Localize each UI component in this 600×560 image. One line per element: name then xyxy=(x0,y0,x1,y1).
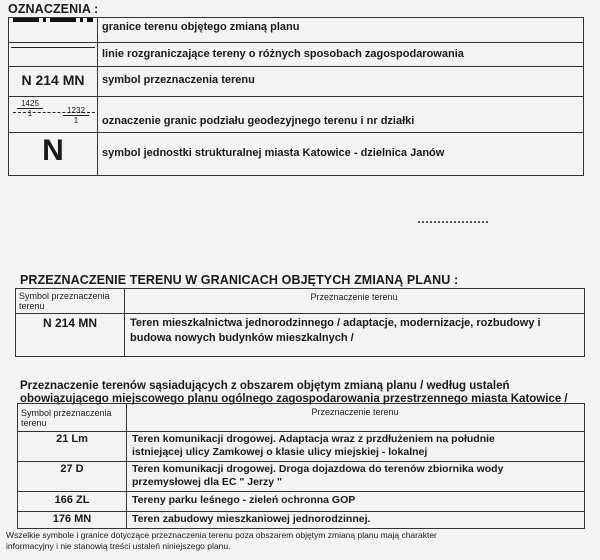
parcel-number-right xyxy=(63,106,89,125)
parcel-denominator: 1 xyxy=(27,109,33,118)
table-header-row xyxy=(16,289,584,314)
legend-description: linie rozgraniczające tereny o różnych sposobach zagospodarowania xyxy=(102,48,464,60)
header-symbol-label: Symbol przeznaczenia terenu xyxy=(19,291,110,311)
legend-description: symbol przeznaczenia terenu xyxy=(102,74,255,86)
dotted-separator xyxy=(418,221,488,223)
parcel-boundary-symbol xyxy=(13,98,95,126)
row-description-line1: Teren komunikacji drogowej. Droga dojazdowa do terenów zbiornika wody xyxy=(132,463,504,475)
neighbouring-land-use-table xyxy=(17,403,585,529)
district-symbol: N xyxy=(42,134,64,167)
table-row xyxy=(18,491,584,512)
header-purpose-label: Przeznaczenie terenu xyxy=(311,407,399,417)
legend-description: granice terenu objętego zmianą planu xyxy=(102,21,300,33)
row-description-line2: istniejącej ulicy Zamkowej o klasie ulicy miejskiej - lokalnej xyxy=(132,446,428,458)
row-description-line1: Teren mieszkalnictwa jednorodzinnego / adaptacje, modernizacje, rozbudowy i xyxy=(130,317,541,329)
legend-description: oznaczenie granic podziału geodezyjnego terenu i nr działki xyxy=(102,115,415,127)
table-row xyxy=(18,511,584,528)
row-description-line1: Teren zabudowy mieszkaniowej jednorodzinnej. xyxy=(132,513,371,525)
row-symbol: 166 ZL xyxy=(54,494,90,506)
row-symbol-cell xyxy=(18,431,127,461)
parcel-denominator: 1 xyxy=(73,116,79,125)
row-description-line2: przemysłowej dla EC " Jerzy " xyxy=(132,476,283,488)
parcel-number-left xyxy=(17,99,43,118)
table-row xyxy=(16,313,584,356)
legend-row xyxy=(9,66,583,97)
table-row xyxy=(18,461,584,492)
footnote xyxy=(6,530,596,552)
header-symbol-label: Symbol przeznaczenia terenu xyxy=(21,408,112,428)
section-title-line2: obowiązującego miejscowego planu ogólnego zagospodarowania przestrzennego miasta Katowice / xyxy=(20,393,568,405)
footnote-line2: informacyjny i nie stanowią treści ustaleń niniejszego planu. xyxy=(6,541,231,551)
land-use-table xyxy=(15,288,585,357)
plan-boundary-line-symbol xyxy=(13,18,93,22)
legend-title: OZNACZENIA : xyxy=(8,2,99,16)
row-symbol-cell xyxy=(18,461,127,491)
row-description-line1: Tereny parku leśnego - zieleń ochronna GOP xyxy=(132,494,356,506)
row-symbol: 27 D xyxy=(60,463,84,475)
row-description-line1: Teren komunikacji drogowej. Adaptacja wraz z przdłużeniem na południe xyxy=(132,433,495,445)
row-symbol: 21 Lm xyxy=(56,433,88,445)
table-row xyxy=(18,431,584,462)
legend-symbol-cell xyxy=(9,42,98,66)
legend-row xyxy=(9,42,583,67)
header-symbol-cell xyxy=(18,404,127,431)
row-symbol-cell xyxy=(16,313,125,356)
footnote-line1: Wszelkie symbole i granice dotyczące przeznaczenia terenu poza obszarem objętym zmianą planu mają charakter xyxy=(6,530,437,540)
legend-row xyxy=(9,132,583,175)
row-symbol-cell xyxy=(18,491,127,511)
demarcation-line-symbol xyxy=(11,47,95,48)
row-symbol: N 214 MN xyxy=(42,316,98,330)
legend-symbol-cell xyxy=(9,66,98,96)
legend-symbol-cell xyxy=(9,132,98,175)
parcel-numerator: 1425 xyxy=(17,99,43,109)
header-purpose-label: Przeznaczenie terenu xyxy=(310,292,398,302)
header-symbol-cell xyxy=(16,289,125,313)
section-title: PRZEZNACZENIE TERENU W GRANICACH OBJĘTYCH ZMIANĄ PLANU : xyxy=(20,273,459,287)
legend-symbol-cell xyxy=(9,96,98,132)
table-header-row xyxy=(18,404,584,432)
row-symbol-cell xyxy=(18,511,127,528)
legend-table xyxy=(8,17,584,176)
legend-row xyxy=(9,96,583,133)
land-use-symbol: N 214 MN xyxy=(21,72,85,88)
parcel-numerator: 1232 xyxy=(63,106,89,116)
legend-symbol-cell xyxy=(9,18,98,42)
row-symbol: 176 MN xyxy=(52,513,92,525)
legend-row xyxy=(9,18,583,43)
row-description-line2: budowa nowych budynków mieszkalnych / xyxy=(130,332,354,344)
section-title-line1: Przeznaczenie terenów sąsiadujących z obszarem objętym zmianą planu / według ustaleń xyxy=(20,380,510,392)
legend-description: symbol jednostki strukturalnej miasta Katowice - dzielnica Janów xyxy=(102,147,445,159)
